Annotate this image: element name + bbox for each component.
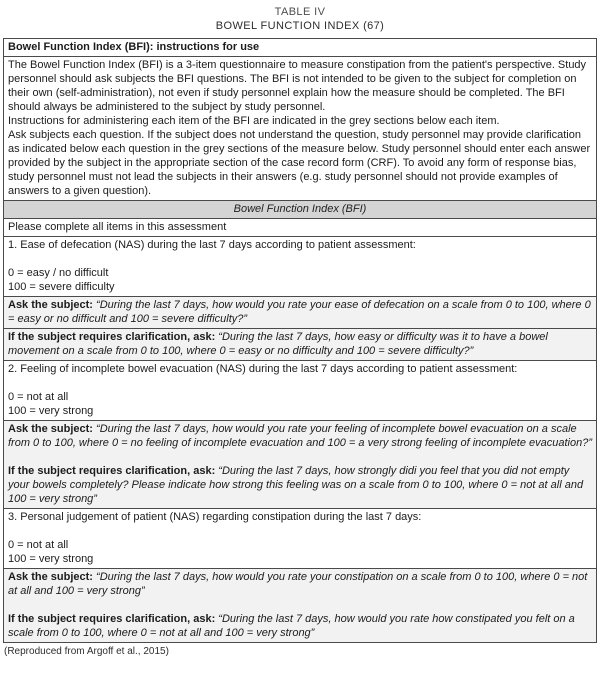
question-2-instructions-cell: [4, 421, 597, 509]
question-3-clarify-paragraph: [8, 612, 592, 640]
question-3-ask-paragraph: [8, 570, 592, 598]
table-row: [4, 421, 597, 509]
assessment-instruction: Please complete all items in this assessment: [4, 219, 597, 237]
question-1-text: 1. Ease of defecation (NAS) during the last 7 days according to patient assessment:: [8, 239, 416, 251]
question-1-clarify-cell: [4, 329, 597, 361]
table-row: [4, 569, 597, 643]
intro-paragraph-1: The Bowel Function Index (BFI) is a 3-item questionnaire to measure constipation from the patient's perspective. Study personnel should ask subjects the BFI questions. The BFI is not intended to be given to the subject for completion on their own (self-administration), not even if study personnel explain how the measure should be completed. The BFI should always be administered to the subject by study personnel.: [8, 59, 587, 113]
table-row: [4, 237, 597, 297]
instructions-header: Bowel Function Index (BFI): instructions for use: [4, 39, 597, 57]
section-band-title: Bowel Function Index (BFI): [4, 201, 597, 219]
intro-paragraph-2: Instructions for administering each item of the BFI are indicated in the grey sections below each item.: [8, 115, 500, 127]
bfi-table: [3, 38, 597, 643]
ask-label: Ask the subject:: [8, 571, 93, 583]
question-2-clarify-paragraph: [8, 464, 592, 506]
table-row: [4, 57, 597, 201]
blank-line: [8, 524, 592, 538]
question-3-anchor-low: 0 = not at all: [8, 539, 69, 551]
table-number: TABLE IV: [274, 6, 326, 18]
source-note: (Reproduced from Argoff et al., 2015): [4, 646, 169, 657]
table-caption: [3, 5, 597, 33]
question-2-clarify-text: “During the last 7 days, how strongly didi you feel that you did not empty your bowels completely? Please indicate how strong this feeling was on a scale from 0 to 100, where 0 = not at all and 100 = very strong”: [8, 465, 584, 505]
question-2-anchor-low: 0 = not at all: [8, 391, 69, 403]
blank-line: [8, 252, 592, 266]
question-2-text: 2. Feeling of incomplete bowel evacuation (NAS) during the last 7 days according to patient assessment:: [8, 363, 518, 375]
question-1-ask-text: “During the last 7 days, how would you rate your ease of defecation on a scale from 0 to 100, where 0 = easy or no difficult and 100 = severe difficulty?”: [8, 299, 591, 325]
table-title: BOWEL FUNCTION INDEX (67): [215, 20, 385, 32]
clarify-label: If the subject requires clarification, ask:: [8, 331, 216, 343]
question-1-anchor-high: 100 = severe difficulty: [8, 281, 115, 293]
question-2-ask-paragraph: [8, 422, 592, 450]
table-row: [4, 361, 597, 421]
blank-line: [8, 376, 592, 390]
question-1-cell: [4, 237, 597, 297]
clarify-label: If the subject requires clarification, ask:: [8, 465, 216, 477]
question-3-instructions-cell: [4, 569, 597, 643]
ask-label: Ask the subject:: [8, 423, 93, 435]
clarify-label: If the subject requires clarification, ask:: [8, 613, 216, 625]
table-row: [4, 219, 597, 237]
table-row: [4, 509, 597, 569]
ask-label: Ask the subject:: [8, 299, 93, 311]
question-1-clarify-text: “During the last 7 days, how easy or difficulty was it to have a bowel movement on a scale from 0 to 100, where 0 = easy or no difficulty and 100 = severe difficulty?”: [8, 331, 548, 357]
intro-paragraph-3: Ask subjects each question. If the subject does not understand the question, study personnel may provide clarification as indicated below each question in the grey sections of the measure below. Study personnel should enter each answer provided by the subject in the appropriate section of the case record form (CRF). To avoid any form of response bias, study personnel must not lead the subjects in their answers (e.g. study personnel should not provide examples of answers to a given question).: [8, 129, 591, 197]
question-2-anchor-high: 100 = very strong: [8, 405, 94, 417]
question-3-anchor-high: 100 = very strong: [8, 553, 94, 565]
question-3-text: 3. Personal judgement of patient (NAS) regarding constipation during the last 7 days:: [8, 511, 422, 523]
question-3-ask-text: “During the last 7 days, how would you rate your constipation on a scale from 0 to 100, where 0 = not at all and 100 = very strong”: [8, 571, 588, 597]
table-row: [4, 39, 597, 57]
question-1-ask-cell: [4, 297, 597, 329]
table-row: [4, 329, 597, 361]
question-3-clarify-text: “During the last 7 days, how would you rate how constipated you felt on a scale from 0 to 100, where 0 = not at all and 100 = very strong”: [8, 613, 575, 639]
question-3-cell: [4, 509, 597, 569]
table-row: [4, 297, 597, 329]
question-1-anchor-low: 0 = easy / no difficult: [8, 267, 109, 279]
table-row: [4, 201, 597, 219]
question-2-ask-text: “During the last 7 days, how would you rate your feeling of incomplete bowel evacuation on a scale from 0 to 100, where 0 = no feeling of incomplete evacuation and 100 = a very strong feeling of incomplete evacuation?”: [8, 423, 592, 449]
intro-cell: [4, 57, 597, 201]
question-2-cell: [4, 361, 597, 421]
